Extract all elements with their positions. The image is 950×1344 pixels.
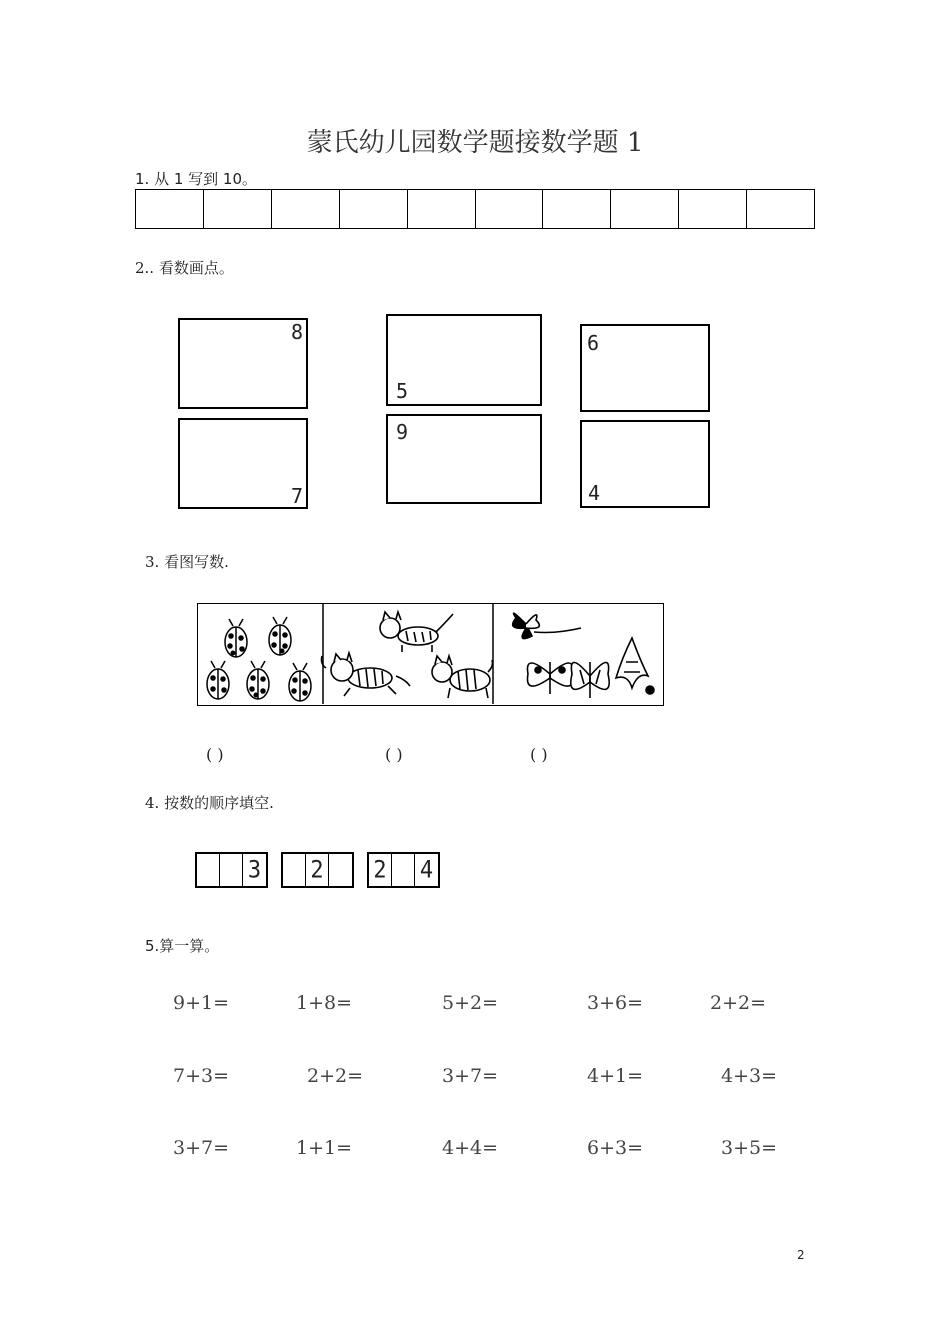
answer-cell-5[interactable]	[408, 190, 476, 228]
sequence-cell[interactable]	[283, 852, 306, 887]
answer-blank-butterflies[interactable]: ( )	[530, 745, 548, 764]
equation: 5+2=	[442, 992, 499, 1014]
equation: 2+2=	[710, 992, 767, 1014]
question-3-label: 3. 看图写数.	[145, 553, 229, 571]
equation: 2+2=	[307, 1065, 364, 1087]
sequence-cell: 2	[306, 852, 329, 887]
dot-box-9[interactable]	[386, 414, 542, 504]
equation: 3+7=	[173, 1137, 230, 1159]
equation: 4+1=	[587, 1065, 644, 1087]
dot-box-7[interactable]	[178, 418, 308, 509]
equation: 7+3=	[173, 1065, 230, 1087]
answer-blank-cats[interactable]: ( )	[385, 745, 403, 764]
dot-box-8[interactable]	[178, 318, 308, 409]
equation: 9+1=	[173, 992, 230, 1014]
answer-cell-3[interactable]	[272, 190, 340, 228]
sequence-cell[interactable]	[392, 852, 415, 887]
answer-cell-1[interactable]	[136, 190, 204, 228]
dot-box-4[interactable]	[580, 420, 710, 508]
sequence-cell[interactable]	[220, 852, 243, 887]
equation: 4+4=	[442, 1137, 499, 1159]
question-2-label: 2.. 看数画点。	[135, 259, 234, 277]
answer-cell-8[interactable]	[611, 190, 679, 228]
equation: 4+3=	[721, 1065, 778, 1087]
answer-cell-2[interactable]	[204, 190, 272, 228]
answer-cell-4[interactable]	[340, 190, 408, 228]
question-5-label: 5.算一算。	[145, 937, 220, 955]
equation: 3+7=	[442, 1065, 499, 1087]
answer-blank-ladybugs[interactable]: ( )	[206, 745, 224, 764]
equation: 6+3=	[587, 1137, 644, 1159]
equation: 1+1=	[296, 1137, 353, 1159]
sequence-cell: 4	[419, 856, 434, 885]
dot-box-5[interactable]	[386, 314, 542, 406]
picture-counting-frame	[197, 603, 664, 706]
box-number: 9	[396, 420, 409, 444]
sequence-group-1	[195, 852, 268, 888]
sequence-cell: 2	[369, 852, 392, 887]
box-number: 6	[587, 331, 600, 355]
sequence-cell[interactable]	[197, 852, 220, 887]
write-numbers-grid	[135, 189, 815, 229]
animals-illustration	[198, 604, 662, 704]
box-number: 5	[396, 379, 409, 403]
box-number: 7	[290, 484, 303, 508]
equation: 3+5=	[721, 1137, 778, 1159]
page-number: 2	[797, 1248, 805, 1262]
page-title: 蒙氏幼儿园数学题接数学题 1	[306, 128, 644, 158]
equation: 1+8=	[296, 992, 353, 1014]
box-number: 4	[588, 481, 601, 505]
dot-box-6[interactable]	[580, 324, 710, 412]
butterfly-icon	[513, 613, 654, 698]
sequence-cell: 3	[247, 856, 262, 885]
answer-cell-10[interactable]	[747, 190, 814, 228]
box-number: 8	[290, 320, 303, 344]
question-1-label: 1. 从 1 写到 10。	[135, 170, 258, 188]
sequence-cell[interactable]	[329, 852, 352, 887]
question-4-label: 4. 按数的顺序填空.	[145, 794, 274, 812]
equation: 3+6=	[587, 992, 644, 1014]
answer-cell-9[interactable]	[679, 190, 747, 228]
answer-cell-6[interactable]	[476, 190, 544, 228]
sequence-group-2	[281, 852, 354, 888]
answer-cell-7[interactable]	[543, 190, 611, 228]
ladybug-icon	[207, 617, 311, 701]
cat-icon	[322, 612, 493, 698]
sequence-group-3	[367, 852, 440, 888]
